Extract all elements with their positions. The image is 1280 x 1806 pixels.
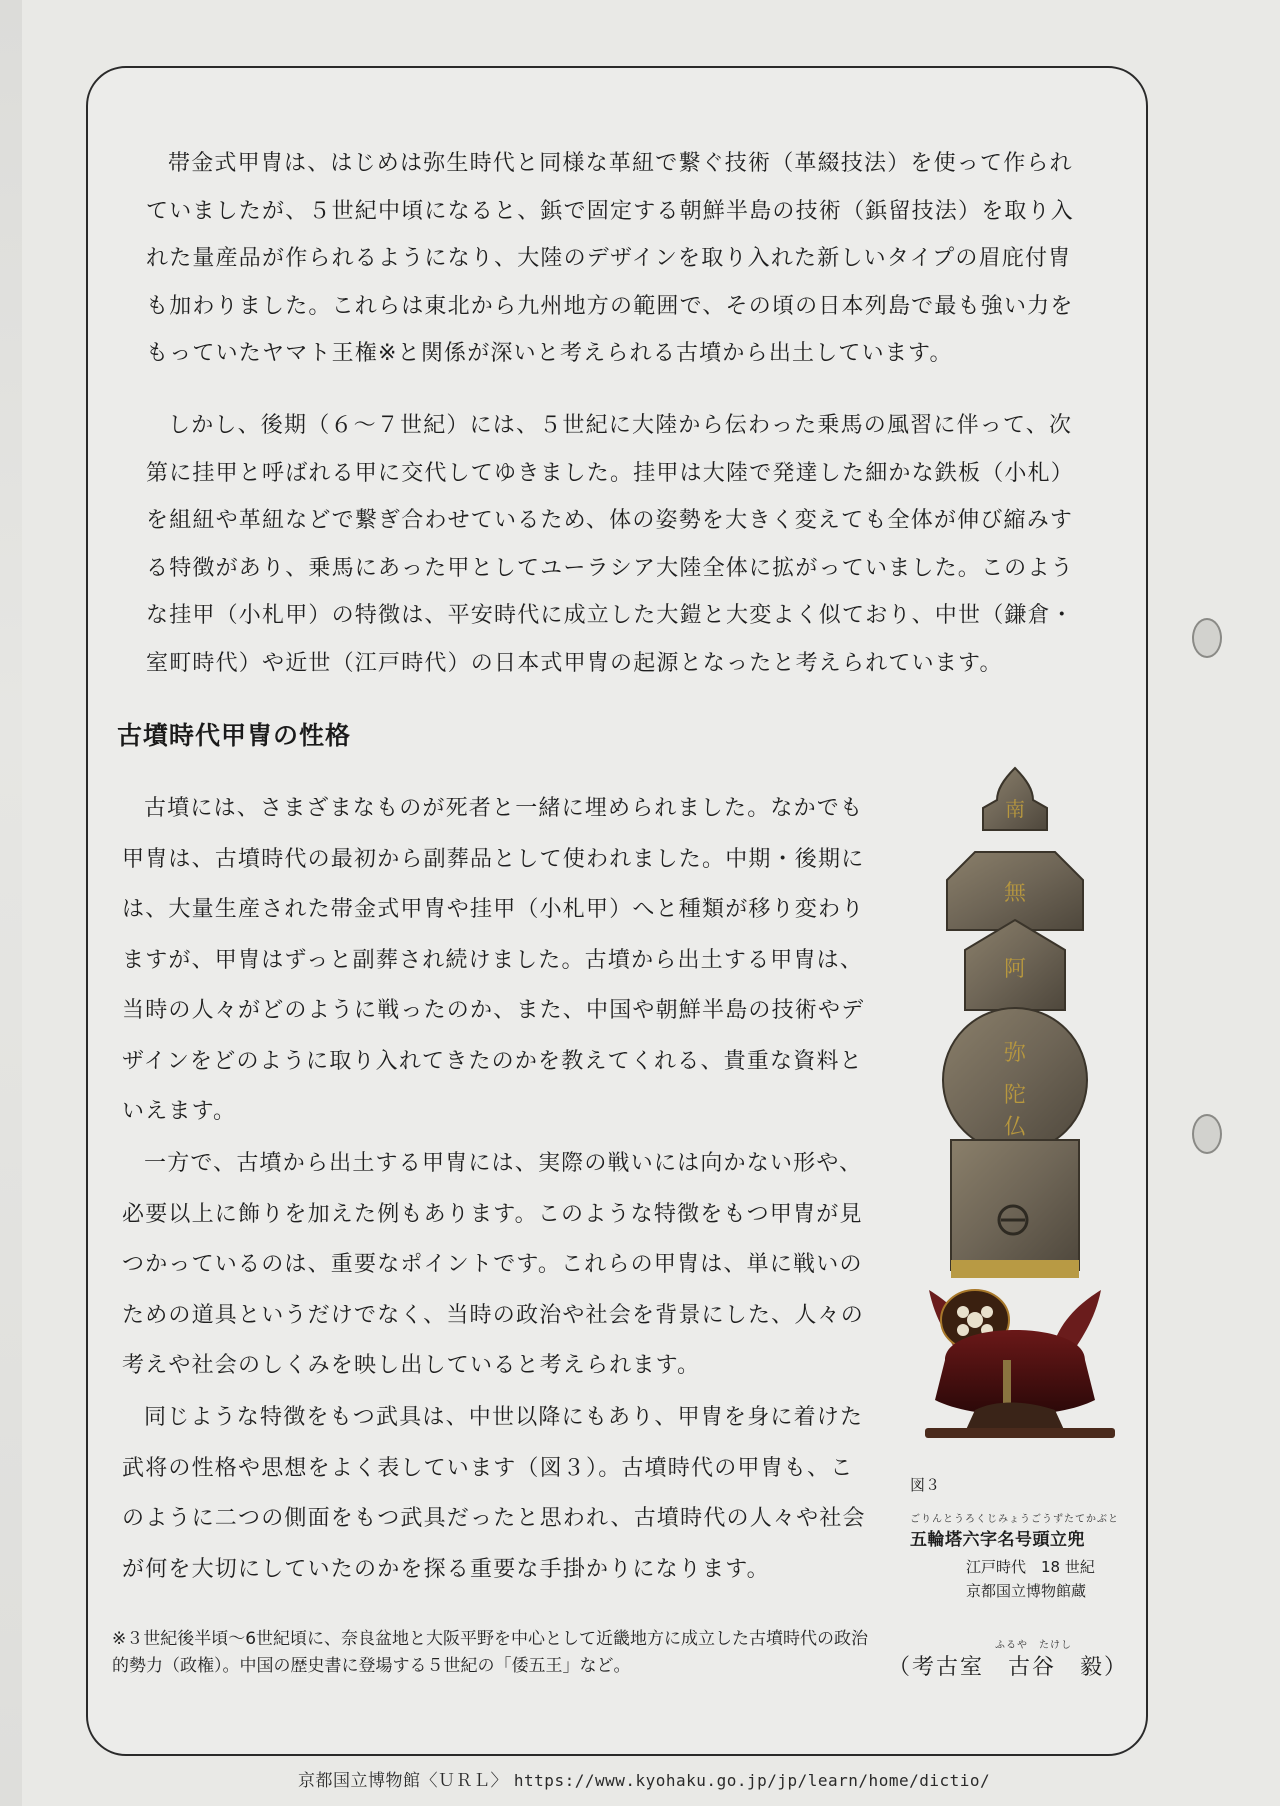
svg-text:南: 南 bbox=[1005, 797, 1025, 821]
svg-text:弥: 弥 bbox=[1003, 1041, 1027, 1066]
footer-org: 京都国立博物館〈ＵＲＬ〉 bbox=[298, 1771, 508, 1791]
paragraph-3: 古墳には、さまざまなものが死者と一緒に埋められました。なかでも甲冑は、古墳時代の最初から副葬品として使われました。中期・後期には、大量生産された帯金式甲冑や挂甲（小札甲）へと種類が移り変わりますが、甲冑はずっと副葬され続けました。古墳から出土する甲冑は、当時の人々がどのように戦ったのか、また、中国や朝鮮半島の技術やデザインをどのように取り入れてきたのかを教えてくれる、貴重な資料といえます。 bbox=[122, 796, 865, 1124]
author-credit: （考古室 古谷 毅） bbox=[888, 1655, 1129, 1680]
paragraph-5: 同じような特徴をもつ武具は、中世以降にもあり、甲冑を身に着けた武将の性格や思想をよく表しています（図３）。古墳時代の甲冑も、このように二つの側面をもつ武具だったと思われ、古墳時代の人々や社会が何を大切にしていたのかを探る重要な手掛かりになります。 bbox=[122, 1405, 866, 1582]
svg-text:仏: 仏 bbox=[1003, 1115, 1027, 1140]
svg-text:陀: 陀 bbox=[1003, 1083, 1027, 1108]
footnote: ※３世紀後半頃～6世紀頃に、奈良盆地と大阪平野を中心として近畿地方に成立した古墳時代の政治的勢力（政権）。中国の歴史書に登場する５世紀の「倭五王」など。 bbox=[112, 1629, 869, 1676]
figure-owner: 京都国立博物館蔵 bbox=[966, 1582, 1087, 1600]
punch-hole-lower bbox=[1192, 1114, 1222, 1154]
svg-text:阿: 阿 bbox=[1003, 957, 1027, 982]
figure-era: 江戸時代 18 世紀 bbox=[966, 1558, 1095, 1576]
author-ruby: ふるや たけし bbox=[995, 1640, 1072, 1651]
figure-title: 五輪塔六字名号頭立兜 bbox=[910, 1530, 1085, 1550]
section-heading: 古墳時代甲冑の性格 bbox=[117, 721, 352, 750]
paragraph-4: 一方で、古墳から出土する甲冑には、実際の戦いには向かない形や、必要以上に飾りを加えた例もあります。このような特徴をもつ甲冑が見つかっているのは、重要なポイントです。これらの甲冑は、単に戦いのための道具というだけでなく、当時の政治や社会を背景にした、人々の考えや社会のしくみを映し出していると考えられます。 bbox=[122, 1151, 864, 1378]
footer-url-link[interactable]: https://www.kyohaku.go.jp/jp/learn/home/dictio/ bbox=[513, 1771, 991, 1790]
helmet-bowl bbox=[935, 1330, 1095, 1415]
paragraph-2: しかし、後期（６～７世紀）には、５世紀に大陸から伝わった乗馬の風習に伴って、次第に挂甲と呼ばれる甲に交代してゆきました。挂甲は大陸で発達した細かな鉄板（小札）を組紐や革紐などで繋ぎ合わせているため、体の姿勢を大きく変えても全体が伸び縮みする特徴があり、乗馬にあった甲としてユーラシア大陸全体に拡がっていました。このような挂甲（小札甲）の特徴は、平安時代に成立した大鎧と大変よく似ており、中世（鎌倉・室町時代）や近世（江戸時代）の日本式甲冑の起源となったと考えられています。 bbox=[146, 413, 1075, 676]
helmet-figure-image bbox=[905, 760, 1125, 1440]
punch-hole-upper bbox=[1192, 618, 1222, 658]
figure-title-ruby: ごりんとうろくじみょうごうずたてかぶと bbox=[910, 1514, 1119, 1525]
paragraph-1: 帯金式甲冑は、はじめは弥生時代と同様な革紐で繋ぐ技術（革綴技法）を使って作られていましたが、５世紀中頃になると、鋲で固定する朝鮮半島の技術（鋲留技法）を取り入れた量産品が作られるようになり、大陸のデザインを取り入れた新しいタイプの眉庇付冑も加わりました。これらは東北から九州地方の範囲で、その頃の日本列島で最も強い力をもっていたヤマト王権※と関係が深いと考えられる古墳から出土しています。 bbox=[146, 151, 1075, 366]
svg-text:無: 無 bbox=[1003, 881, 1027, 906]
footer-url-line bbox=[298, 1766, 990, 1791]
figure-number: 図３ bbox=[910, 1476, 941, 1494]
